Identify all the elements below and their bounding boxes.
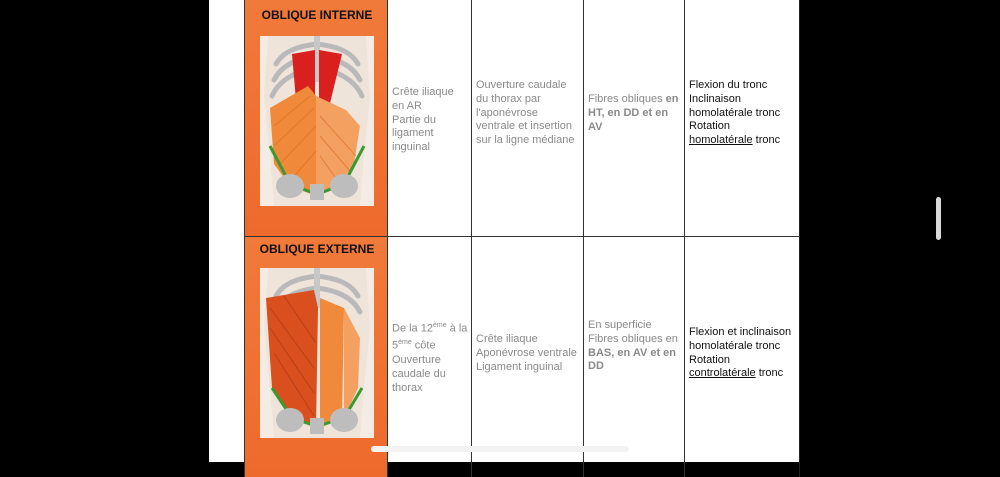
origin-cell xyxy=(388,237,472,477)
fibres-text xyxy=(588,319,681,374)
origin-part: côte xyxy=(411,340,436,353)
origin-text xyxy=(392,319,468,395)
muscle-name-cell xyxy=(244,237,388,477)
insertion-text: Ouverture caudale du thorax par l'aponévrose ventrale et insertion sur la ligne médiane xyxy=(476,79,575,147)
action-line: Rotation xyxy=(689,353,730,366)
origin-part: à la 5 xyxy=(392,322,468,353)
origin-part: De la 12 xyxy=(392,322,433,335)
action-cell xyxy=(685,237,800,477)
muscle-illustration-oblique-externe-icon xyxy=(260,268,374,438)
muscle-name-cell xyxy=(244,0,388,237)
action-rotation xyxy=(689,120,796,148)
fibres-line: En superficie xyxy=(588,319,652,331)
muscle-illustration-oblique-interne-icon xyxy=(260,36,374,206)
action-line: Inclinaison homolatérale tronc xyxy=(689,92,781,119)
fibres-bold: BAS, en AV et en DD xyxy=(588,346,677,373)
scrollbar-thumb[interactable] xyxy=(936,197,941,240)
home-indicator[interactable] xyxy=(371,446,629,452)
insertion-line: Aponévrose ventrale xyxy=(476,346,577,359)
rotation-suffix: tronc xyxy=(755,367,784,380)
origin-cell xyxy=(388,0,472,237)
origin-line: Partie du ligament inguinal xyxy=(392,113,437,154)
fibres-cell xyxy=(584,0,685,237)
fibres-bold: en HT, en DD et en AV xyxy=(588,93,679,133)
rotation-type: homolatérale xyxy=(689,134,753,147)
insertion-cell xyxy=(472,0,584,237)
muscle-name: OBLIQUE EXTERNE xyxy=(259,242,375,256)
action-cell xyxy=(685,0,800,237)
action-line: Flexion du tronc xyxy=(689,79,768,91)
origin-sup: ème xyxy=(432,322,447,329)
origin-line: Crête iliaque en AR xyxy=(392,86,454,112)
rotation-prefix: Rotation xyxy=(689,120,730,133)
origin-line: Ouverture caudale du thorax xyxy=(392,353,446,394)
rotation-suffix: tronc xyxy=(752,134,781,147)
action-rotation xyxy=(689,367,796,381)
insertion-line: Ligament inguinal xyxy=(476,360,563,373)
origin-sup: ème xyxy=(398,339,412,347)
fibres-prefix: Fibres obliques en xyxy=(588,332,678,345)
row-divider xyxy=(244,236,800,237)
rotation-type: controlatérale xyxy=(689,367,756,380)
fibres-text xyxy=(588,93,681,134)
table-row xyxy=(244,237,800,477)
table-row xyxy=(244,0,800,237)
fibres-cell xyxy=(584,237,685,477)
insertion-cell xyxy=(472,237,584,477)
fibres-prefix: Fibres obliques xyxy=(588,93,666,105)
insertion-line: Crête iliaque xyxy=(476,333,538,345)
action-line: Flexion et inclinaison homolatérale tronc xyxy=(689,326,792,352)
muscle-name: OBLIQUE INTERNE xyxy=(261,8,373,22)
muscle-table xyxy=(244,0,800,462)
